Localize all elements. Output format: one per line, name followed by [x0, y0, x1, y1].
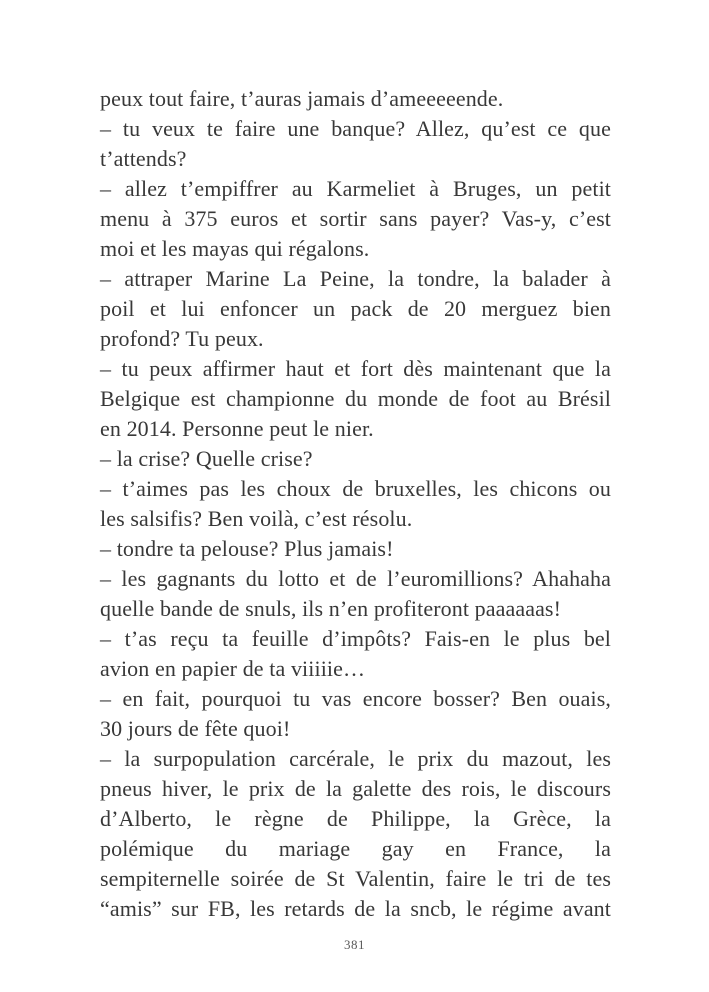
text-line: t’attends? [100, 146, 187, 171]
text-line: – tu peux affirmer haut et fort dès maintenant que la [100, 356, 611, 381]
text-line: les salsifis? Ben voilà, c’est résolu. [100, 506, 413, 531]
text-line: 30 jours de fête quoi! [100, 716, 291, 741]
text-line: Belgique est championne du monde de foot au Brésil [100, 386, 611, 411]
text-line: – allez t’empiffrer au Karmeliet à Bruges, un petit [100, 176, 611, 201]
page-number: 381 [344, 937, 365, 952]
text-line: peux tout faire, t’auras jamais d’ameeeeende. [100, 86, 504, 111]
text-line: – en fait, pourquoi tu vas encore bosser? Ben ouais, [100, 686, 611, 711]
text-line: pneus hiver, le prix de la galette des rois, le discours [100, 776, 611, 801]
text-line: d’Alberto, le règne de Philippe, la Grèce, la [100, 806, 611, 831]
text-line: quelle bande de snuls, ils n’en profiteront paaaaaas! [100, 596, 562, 621]
text-line: poil et lui enfoncer un pack de 20 merguez bien [100, 296, 611, 321]
text-line: moi et les mayas qui régalons. [100, 236, 370, 261]
text-line: – la surpopulation carcérale, le prix du mazout, les [100, 746, 611, 771]
text-line: – la crise? Quelle crise? [100, 446, 313, 471]
text-line: profond? Tu peux. [100, 326, 264, 351]
text-line: – t’as reçu ta feuille d’impôts? Fais-en le plus bel [100, 626, 611, 651]
page-text-block [100, 84, 611, 924]
text-line: – tondre ta pelouse? Plus jamais! [100, 536, 394, 561]
text-line: sempiternelle soirée de St Valentin, faire le tri de tes [100, 866, 611, 891]
text-line: – t’aimes pas les choux de bruxelles, les chicons ou [100, 476, 611, 501]
text-line: – les gagnants du lotto et de l’euromillions? Ahahaha [100, 566, 611, 591]
text-line: polémique du mariage gay en France, la [100, 836, 611, 861]
text-line: “amis” sur FB, les retards de la sncb, le régime avant [100, 896, 611, 921]
text-line: avion en papier de ta viiiiie… [100, 656, 366, 681]
text-line: menu à 375 euros et sortir sans payer? Vas-y, c’est [100, 206, 611, 231]
text-line: – attraper Marine La Peine, la tondre, la balader à [100, 266, 611, 291]
text-line: – tu veux te faire une banque? Allez, qu’est ce que [100, 116, 611, 141]
text-line: en 2014. Personne peut le nier. [100, 416, 374, 441]
